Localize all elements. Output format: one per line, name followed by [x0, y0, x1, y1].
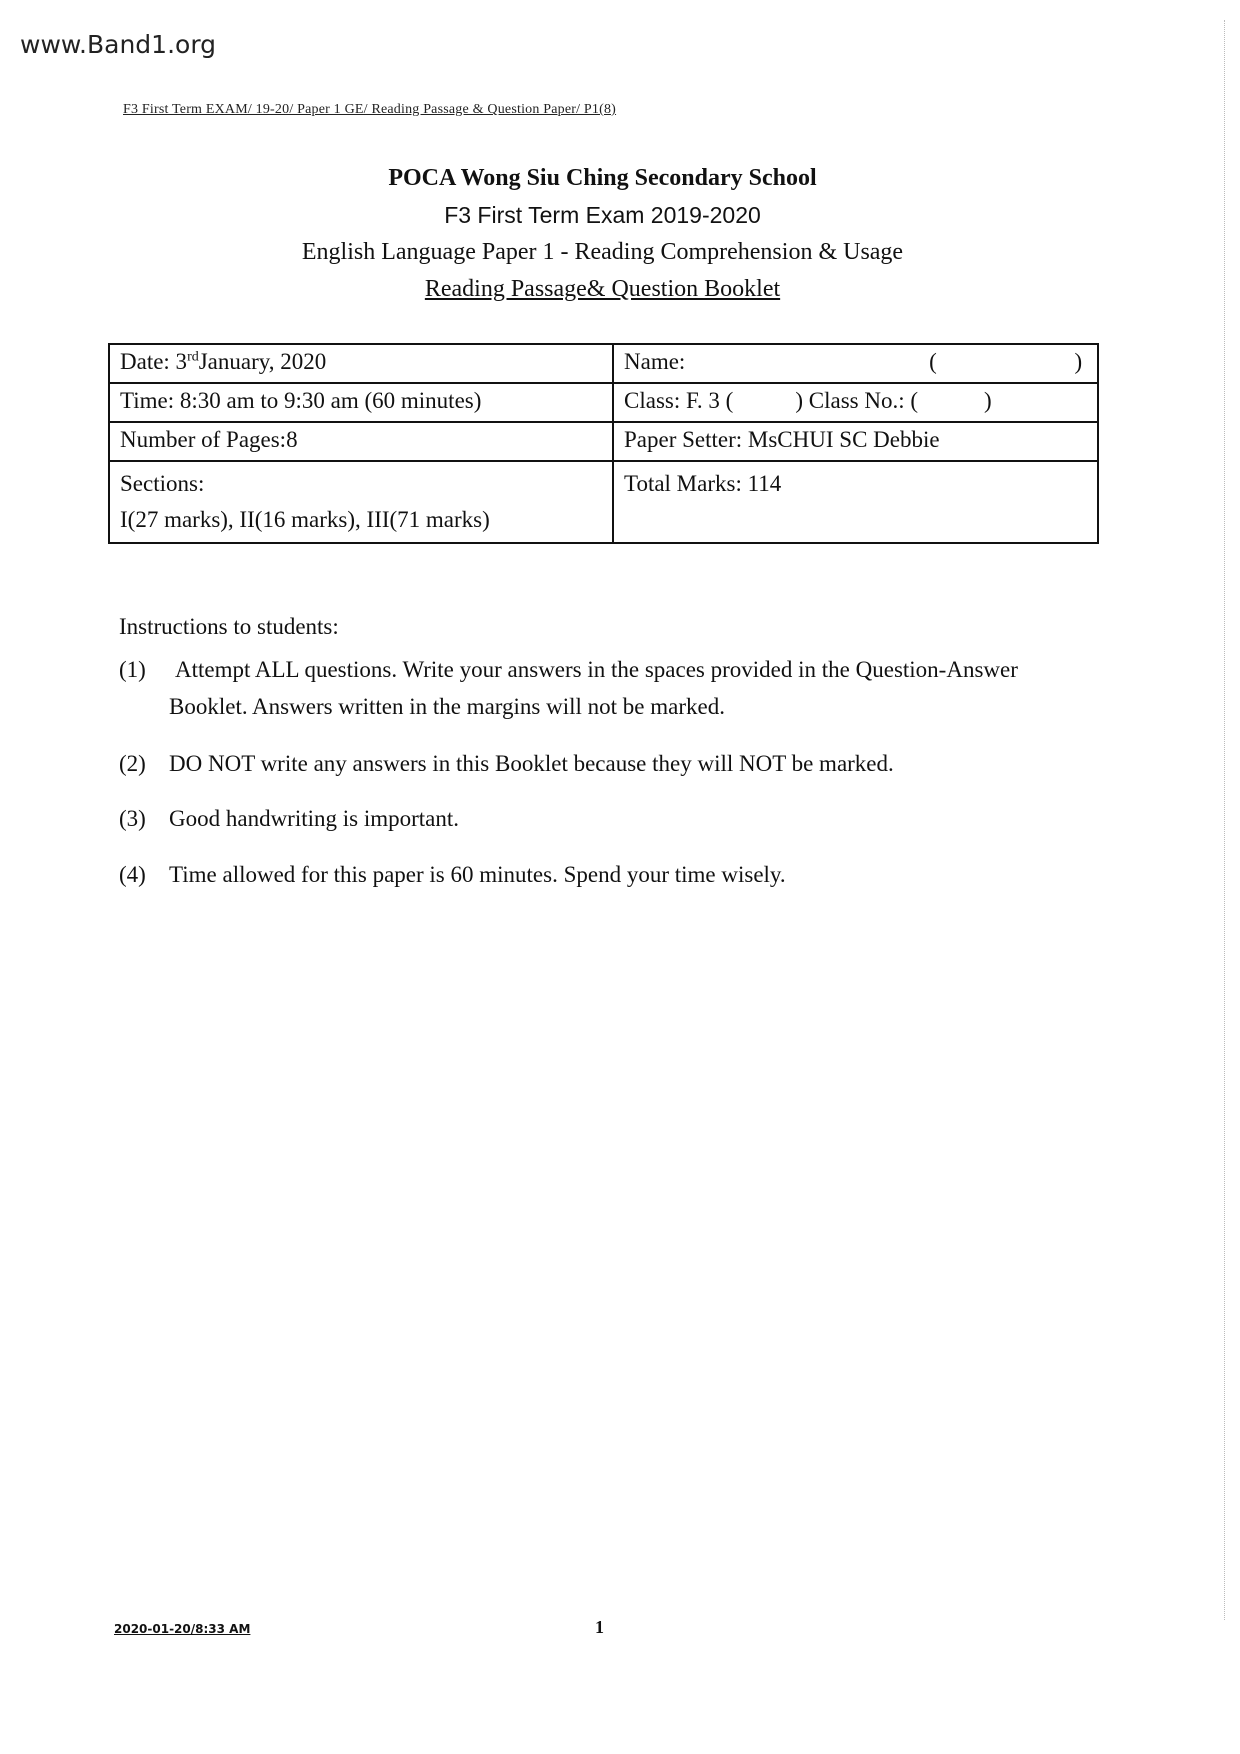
date-prefix: Date: 3	[120, 349, 188, 374]
footer-timestamp: 2020-01-20/8:33 AM	[114, 1622, 251, 1636]
page-number: 1	[595, 1617, 604, 1637]
total-marks: Total Marks: 114	[624, 471, 782, 496]
class-no-label: ) Class No.: (	[795, 388, 919, 413]
pages-cell: Number of Pages:8	[109, 422, 613, 461]
instruction-text: Time allowed for this paper is 60 minutes. Spend your time wisely.	[169, 862, 786, 887]
instruction-item	[119, 651, 1019, 725]
name-cell	[613, 344, 1098, 383]
school-name: POCA Wong Siu Ching Secondary School	[388, 165, 817, 191]
time-cell: Time: 8:30 am to 9:30 am (60 minutes)	[109, 383, 613, 422]
table-row	[109, 422, 1098, 461]
instruction-number: (4)	[119, 862, 146, 887]
sections-label: Sections:	[120, 471, 205, 496]
class-label: Class: F. 3 (	[624, 388, 734, 413]
scan-edge-marks	[1224, 20, 1227, 1620]
instruction-item	[119, 856, 1019, 893]
name-open-paren: (	[929, 349, 937, 374]
table-row	[109, 344, 1098, 383]
table-row	[109, 383, 1098, 422]
name-label: Name:	[624, 349, 686, 374]
exam-info-table	[108, 343, 1099, 544]
total-marks-cell	[613, 461, 1098, 543]
instruction-text: Good handwriting is important.	[169, 806, 460, 831]
instruction-number: (3)	[119, 806, 146, 831]
date-superscript: rd	[187, 349, 199, 365]
date-cell	[109, 344, 613, 383]
instruction-number: (2)	[119, 751, 146, 776]
date-suffix: January, 2020	[198, 349, 327, 374]
class-no-close: )	[984, 388, 992, 413]
instruction-text: Attempt ALL questions. Write your answers in the spaces provided in the Question-Answer Booklet. Answers written in the margins will not be marked.	[169, 657, 1018, 719]
instruction-item	[119, 800, 1019, 837]
title-block	[0, 160, 1205, 308]
name-close-paren: )	[1074, 349, 1083, 374]
sections-cell	[109, 461, 613, 543]
paper-title: English Language Paper 1 - Reading Comprehension & Usage	[301, 239, 904, 265]
instruction-text: DO NOT write any answers in this Booklet because they will NOT be marked.	[169, 751, 894, 776]
instruction-item	[119, 745, 1019, 782]
watermark-url: www.Band1.org	[20, 30, 217, 59]
booklet-title: Reading Passage& Question Booklet	[424, 276, 781, 302]
table-row	[109, 461, 1098, 543]
setter-cell: Paper Setter: MsCHUI SC Debbie	[613, 422, 1098, 461]
instruction-number: (1)	[119, 657, 146, 682]
sections-detail: I(27 marks), II(16 marks), III(71 marks)	[120, 507, 490, 532]
header-reference: F3 First Term EXAM/ 19-20/ Paper 1 GE/ Reading Passage & Question Paper/ P1(8)	[123, 102, 617, 117]
exam-title: F3 First Term Exam 2019-2020	[444, 202, 761, 228]
instructions-title: Instructions to students:	[119, 614, 339, 639]
class-cell	[613, 383, 1098, 422]
